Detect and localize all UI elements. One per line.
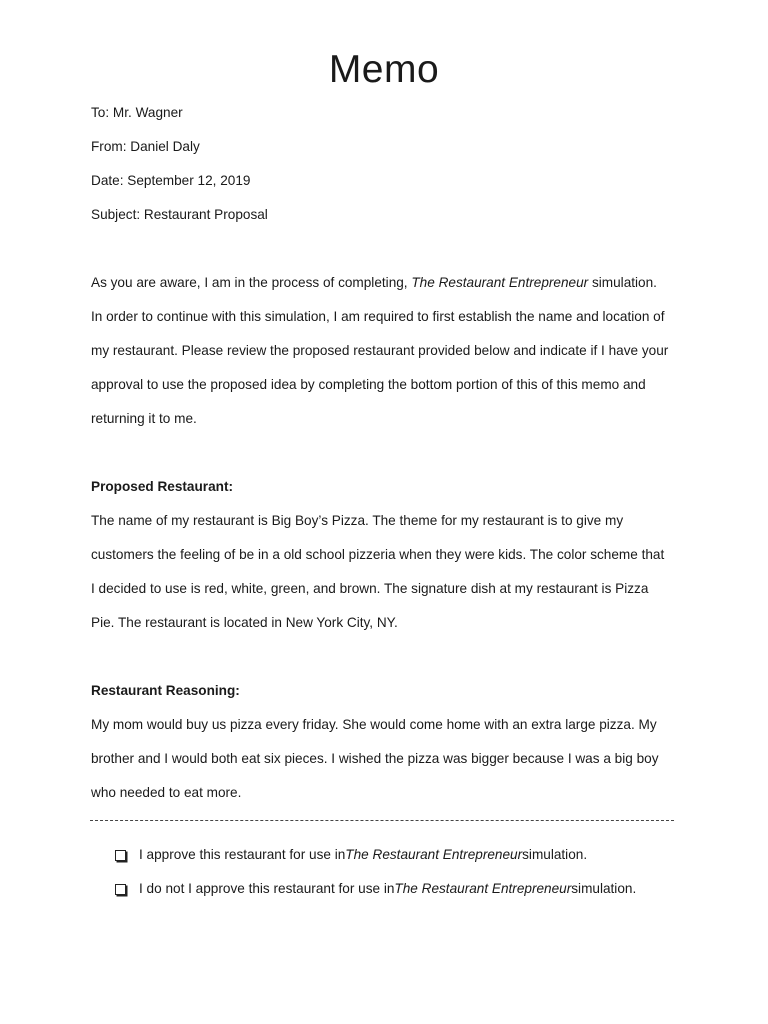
- disapprove-option[interactable]: [113, 872, 636, 906]
- reasoning-heading: Restaurant Reasoning:: [91, 683, 240, 698]
- option-text: simulation.: [571, 881, 637, 896]
- dashed-divider: [90, 820, 674, 821]
- proposed-heading: Proposed Restaurant:: [91, 479, 234, 494]
- checkbox-icon[interactable]: [115, 850, 126, 861]
- reasoning-line-3: who needed to eat more.: [91, 785, 242, 800]
- intro-line-3: my restaurant. Please review the proposed restaurant provided below and indicate if I have your: [91, 343, 669, 358]
- spacer: [91, 640, 691, 674]
- checkbox-icon[interactable]: [115, 884, 126, 895]
- memo-body: [91, 96, 691, 810]
- memo-from: From: Daniel Daly: [91, 139, 200, 154]
- intro-line-5: returning it to me.: [91, 411, 197, 426]
- option-text: I do not I approve this restaurant for use in: [139, 881, 395, 896]
- intro-text: simulation.: [588, 275, 657, 290]
- option-text: I approve this restaurant for use in: [139, 847, 346, 862]
- approval-options: [113, 838, 636, 906]
- simulation-name: The Restaurant Entrepreneur: [394, 881, 572, 896]
- approve-option[interactable]: [113, 838, 636, 872]
- intro-line-4: approval to use the proposed idea by completing the bottom portion of this of this memo and: [91, 377, 646, 392]
- spacer: [91, 232, 691, 266]
- reasoning-line-1: My mom would buy us pizza every friday. She would come home with an extra large pizza. My: [91, 717, 657, 732]
- memo-title: Memo: [328, 48, 440, 91]
- memo-to: To: Mr. Wagner: [91, 105, 183, 120]
- proposed-line-2: customers the feeling of be in a old school pizzeria when they were kids. The color scheme that: [91, 547, 665, 562]
- simulation-name: The Restaurant Entrepreneur: [411, 275, 589, 290]
- simulation-name: The Restaurant Entrepreneur: [345, 847, 523, 862]
- spacer: [91, 436, 691, 470]
- memo-date: Date: September 12, 2019: [91, 173, 251, 188]
- option-text: simulation.: [522, 847, 588, 862]
- memo-subject: Subject: Restaurant Proposal: [91, 207, 268, 222]
- intro-text: As you are aware, I am in the process of completing,: [91, 275, 412, 290]
- reasoning-line-2: brother and I would both eat six pieces. I wished the pizza was bigger because I was a big boy: [91, 751, 659, 766]
- intro-line-2: In order to continue with this simulation, I am required to first establish the name and location of: [91, 309, 665, 324]
- proposed-line-4: Pie. The restaurant is located in New York City, NY.: [91, 615, 398, 630]
- proposed-line-3: I decided to use is red, white, green, and brown. The signature dish at my restaurant is Pizza: [91, 581, 649, 596]
- intro-line-1: [91, 266, 691, 300]
- proposed-line-1: The name of my restaurant is Big Boy’s Pizza. The theme for my restaurant is to give my: [91, 513, 624, 528]
